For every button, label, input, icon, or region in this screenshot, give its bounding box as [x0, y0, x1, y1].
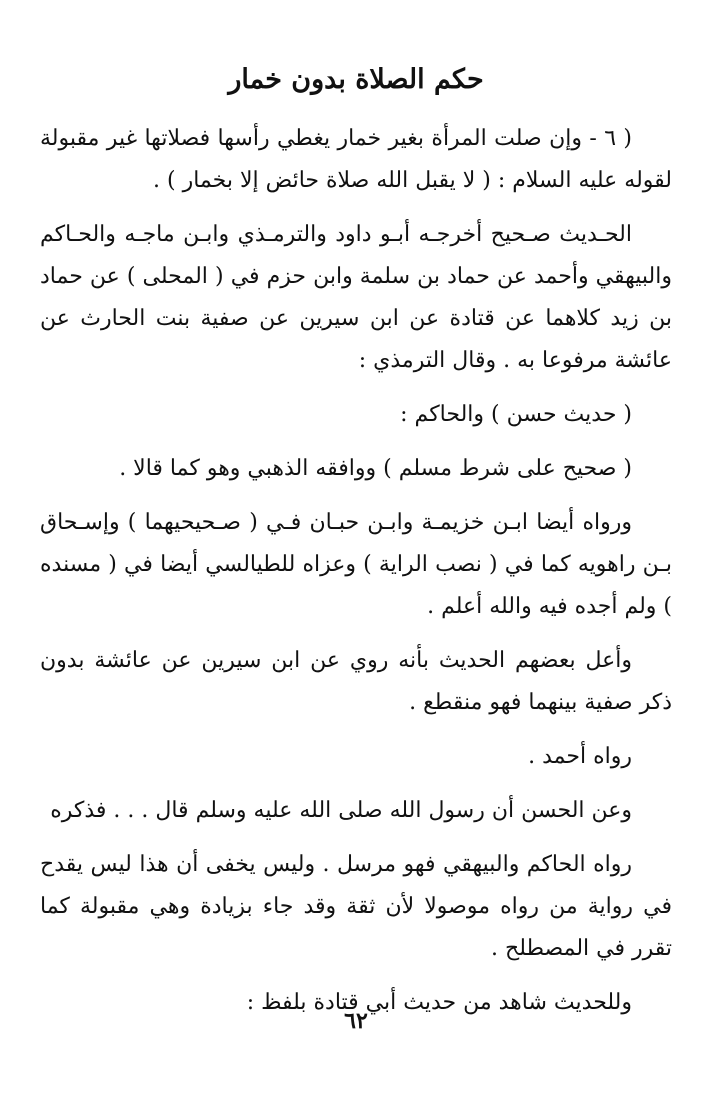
- paragraph: ورواه أيضا ابـن خزيمـة وابـن حبـان فـي ( صـحيحيهما ) وإسـحاق بـن راهويه كما في ( نصب الراية ) وعزاه للطيالسي أيضا في ( مسنده ) ولم أجده فيه والله أعلم .: [40, 510, 672, 619]
- paragraph: رواه أحمد .: [528, 744, 632, 769]
- paragraph: وأعل بعضهم الحديث بأنه روي عن ابن سيرين عن عائشة بدون ذكر صفية بينهما فهو منقطع .: [40, 648, 672, 715]
- paragraph: ( صحيح على شرط مسلم ) ووافقه الذهبي وهو كما قالا .: [119, 456, 632, 481]
- paragraph: وللحديث شاهد من حديث أبي قتادة بلفظ :: [246, 990, 632, 1015]
- document-page: [40, 60, 672, 1036]
- paragraph: ( حديث حسن ) والحاكم :: [400, 402, 632, 427]
- paragraph: رواه الحاكم والبيهقي فهو مرسل . وليس يخفى أن هذا ليس يقدح في رواية من رواه موصولا لأن ثقة وقد جاء بزيادة وهي مقبولة كما تقرر في المصطلح .: [40, 852, 672, 961]
- page-title: حكم الصلاة بدون خمار: [228, 64, 484, 95]
- page-number: ٦٢: [344, 1008, 368, 1034]
- paragraph: وعن الحسن أن رسول الله صلى الله عليه وسلم قال . . . فذكره: [50, 798, 632, 823]
- paragraph: ( ٦ - وإن صلت المرأة بغير خمار يغطي رأسها فصلاتها غير مقبولة لقوله عليه السلام : ( لا يقبل الله صلاة حائض إلا بخمار ) .: [40, 126, 672, 193]
- paragraph: الحـديث صـحيح أخرجـه أبـو داود والترمـذي وابـن ماجـه والحـاكم والبيهقي وأحمد عن حماد بن سلمة وابن حزم في ( المحلى ) عن حماد بن زيد كلاهما عن قتادة عن ابن سيرين عن صفية بنت الحارث عن عائشة مرفوعا به . وقال الترمذي :: [40, 222, 672, 373]
